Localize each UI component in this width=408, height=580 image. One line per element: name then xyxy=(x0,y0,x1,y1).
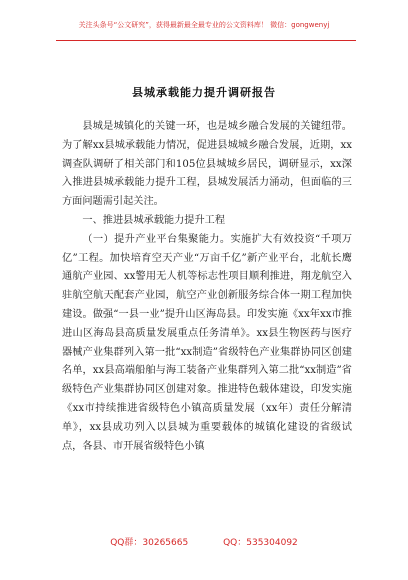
footer-contact xyxy=(0,535,408,548)
qq-group-number: QQ群：30265665 xyxy=(110,538,189,548)
document-body xyxy=(62,118,352,456)
document-title: 县城承载能力提升调研报告 xyxy=(132,86,276,99)
section-heading: 一、推进县城承载能力提升工程 xyxy=(82,214,226,226)
header-divider xyxy=(56,40,356,41)
header-banner: 关注头条号“公文研究”，获得最新最全最专业的公文资料库！ 微信：gongwenyj xyxy=(78,21,330,29)
body-paragraph: （一）提升产业平台集聚能力。实施扩大有效投资“千项万亿”工程。加快培育空天产业“万亩千亿”新产业平台，北航长鹰通航产业园、xx警用无人机等标志性项目顺利推进，翔龙航空入驻航空航天配套产业园，航空产业创新服务综合体一期工程加快建设。做强“一县一业”提升山区海岛县。印发实施《xx年xx市推进山区海岛县高质量发展重点任务清单》。xx县生物医药与医疗器械产业集群列入第一批“xx制造”省级特色产业集群协同区创建名单，xx县高端船舶与海工装备产业集群列入第二批“xx制造”省级特色产业集群协同区创建对象。推进特色载体建设，印发实施《xx市持续推进省级特色小镇高质量发展（xx年）责任分解清单》，xx县成功列入以县城为重要载体的城镇化建设的省级试点，各县、市开展省级特色小镇 xyxy=(62,233,352,452)
intro-paragraph: 县城是城镇化的关键一环，也是城乡融合发展的关键纽带。为了解xx县城承载能力情况，促进县城城乡融合发展，近期，xx调查队调研了相关部门和105位县城城乡居民，调研显示，xx深入推进县城承载能力提升工程，县城发展活力涌动，但面临的三方面问题需引起关注。 xyxy=(62,121,352,208)
qq-number: QQ：535304092 xyxy=(223,538,298,548)
